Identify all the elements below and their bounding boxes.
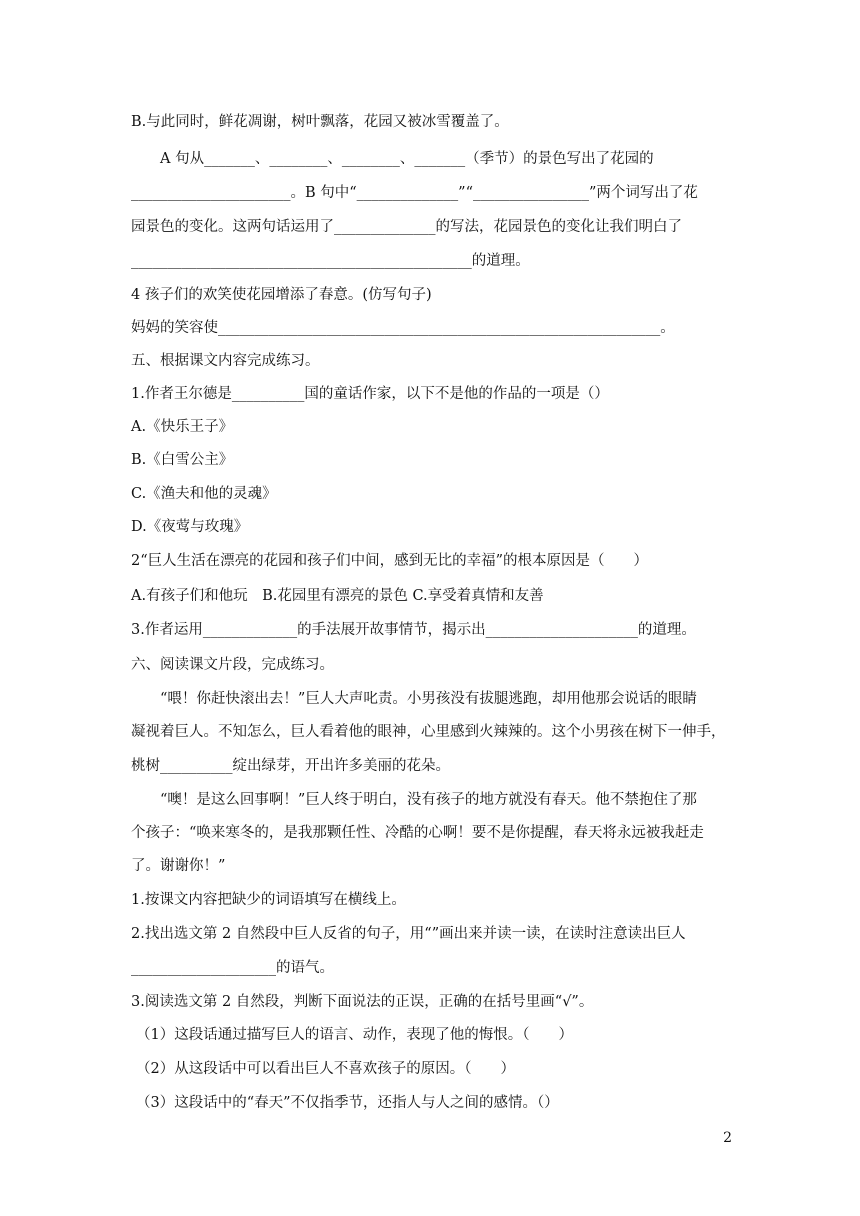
option-b: B.《白雪公主》 bbox=[131, 452, 234, 468]
section-6-heading: 六、阅读课文片段，完成练习。 bbox=[131, 657, 334, 673]
option-c: C.《渔夫和他的灵魂》 bbox=[131, 486, 277, 502]
judge-item-3: （3）这段话中的“春天”不仅指季节，还指人与人之间的感情。（） bbox=[136, 1095, 559, 1111]
passage-line-3: 桃树__________绽出绿芽，开出许多美丽的花朵。 bbox=[131, 758, 450, 774]
judge-item-2: （2）从这段话中可以看出巨人不喜欢孩子的原因。（ ） bbox=[136, 1061, 515, 1077]
passage-line-6: 了。谢谢你！” bbox=[131, 858, 226, 874]
fill-blank-line-4: _______________________________________________的道理。 bbox=[131, 253, 530, 269]
fill-blank-line-3: 园景色的变化。这两句话运用了______________的写法，花园景色的变化让我们明白了 bbox=[131, 219, 682, 235]
option-b-sentence: B.与此同时，鲜花凋谢，树叶飘落，花园又被冰雪覆盖了。 bbox=[131, 114, 509, 130]
judge-item-1: （1）这段话通过描写巨人的语言、动作，表现了他的悔恨。（ ） bbox=[136, 1027, 573, 1043]
question-5-2: 2“巨人生活在漂亮的花园和孩子们中间，感到无比的幸福”的根本原因是（ ） bbox=[131, 553, 649, 569]
question-5-3: 3.作者运用_____________的手法展开故事情节，揭示出_____________________的道理。 bbox=[131, 622, 696, 638]
question-4: 4 孩子们的欢笑使花园增添了春意。(仿写句子) bbox=[131, 287, 432, 303]
section-5-heading: 五、根据课文内容完成练习。 bbox=[131, 353, 320, 369]
option-d: D.《夜莺与玫瑰》 bbox=[131, 519, 249, 535]
passage-line-5: 个孩子：“唤来寒冬的，是我那颗任性、冷酷的心啊！要不是你提醒，春天将永远被我赶走 bbox=[131, 825, 704, 841]
question-5-2-options: A.有孩子们和他玩 B.花园里有漂亮的景色 C.享受着真情和友善 bbox=[131, 588, 544, 604]
option-a: A.《快乐王子》 bbox=[131, 419, 234, 435]
fill-blank-line-1: A 句从_______、________、________、_______（季节）的景色写出了花园的 bbox=[160, 151, 654, 167]
question-5-1: 1.作者王尔德是__________国的童话作家，以下不是他的作品的一项是（） bbox=[131, 386, 609, 402]
passage-line-2: 凝视着巨人。不知怎么，巨人看着他的眼神，心里感到火辣辣的。这个小男孩在树下一伸手， bbox=[131, 724, 726, 740]
imitation-sentence: 妈妈的笑容使_____________________________________________________________。 bbox=[131, 320, 675, 336]
question-6-1: 1.按课文内容把缺少的词语填写在横线上。 bbox=[131, 892, 406, 908]
fill-blank-line-2: ______________________。B 句中“______________”“________________”两个词写出了花 bbox=[131, 185, 698, 201]
passage-line-4: “噢！是这么回事啊！”巨人终于明白，没有孩子的地方就没有春天。他不禁抱住了那 bbox=[160, 792, 697, 808]
passage-line-1: “喂！你赶快滚出去！”巨人大声叱责。小男孩没有拔腿逃跑，却用他那会说话的眼睛 bbox=[160, 691, 697, 707]
question-6-2: 2.找出选文第 2 自然段中巨人反省的句子，用“”画出来并读一读，在读时注意读出巨人 bbox=[131, 926, 686, 942]
page-number: 2 bbox=[723, 1130, 732, 1146]
question-6-3: 3.阅读选文第 2 自然段，判断下面说法的正误，正确的在括号里画“√”。 bbox=[131, 994, 594, 1010]
question-6-2-blank: ____________________的语气。 bbox=[131, 960, 334, 976]
